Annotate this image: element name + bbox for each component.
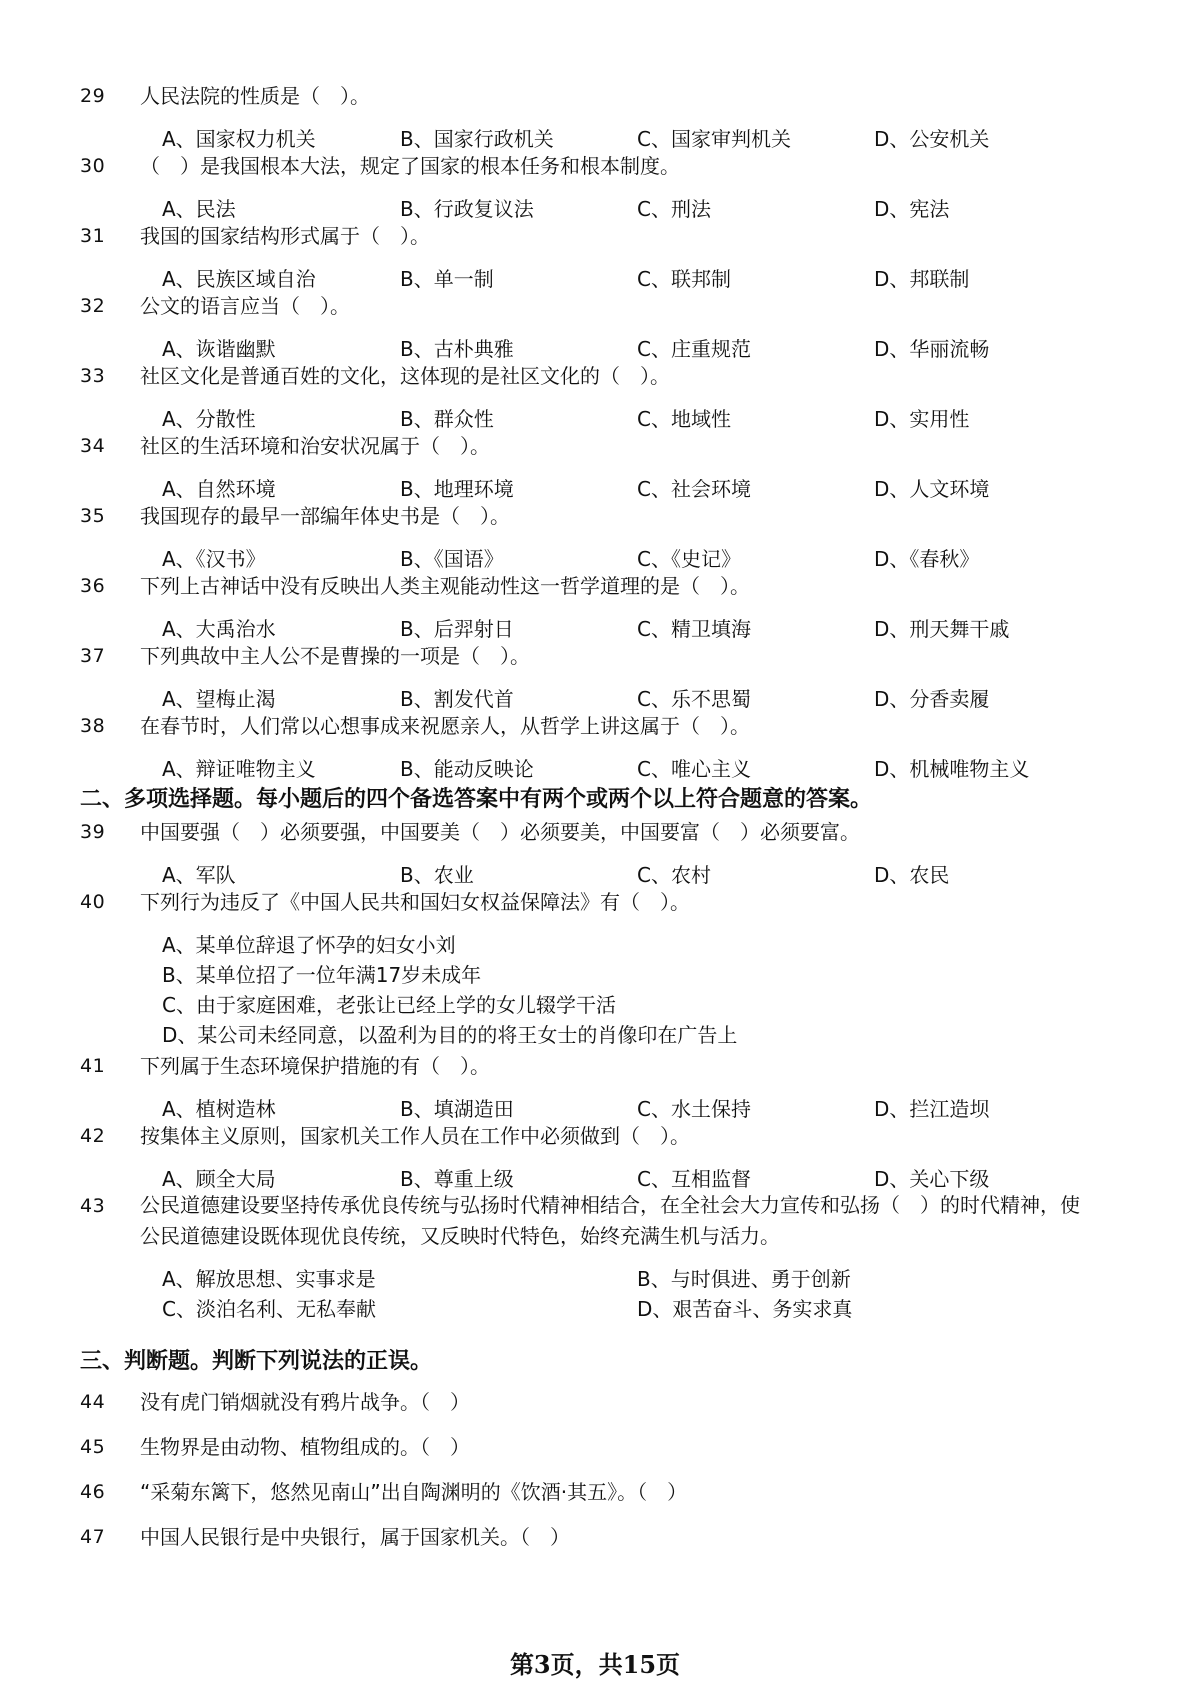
question-40 <box>0 886 1190 1050</box>
question-stem <box>0 500 1190 532</box>
option-d: D、人文环境 <box>874 477 990 501</box>
question-number: 37 <box>80 645 106 667</box>
question-47 <box>0 1521 1190 1553</box>
option-d: D、《春秋》 <box>874 547 980 571</box>
question-stem <box>0 80 1190 112</box>
option-c: C、水土保持 <box>637 1097 751 1121</box>
option-b: B、割发代首 <box>400 687 514 711</box>
question-34 <box>0 430 1190 504</box>
question-stem <box>0 1050 1190 1082</box>
option-c: C、地域性 <box>637 407 731 431</box>
question-number: 45 <box>80 1436 106 1458</box>
question-number: 30 <box>80 155 106 177</box>
option-a: A、顾全大局 <box>162 1167 276 1191</box>
option-d: D、实用性 <box>874 407 970 431</box>
question-32 <box>0 290 1190 364</box>
option-b: B、农业 <box>400 863 474 887</box>
question-text: 在春节时，人们常以心想事成来祝愿亲人，从哲学上讲这属于（ ）。 <box>140 714 750 738</box>
option-d: D、某公司未经同意，以盈利为目的的将王女士的肖像印在广告上 <box>162 1023 738 1047</box>
question-30 <box>0 150 1190 224</box>
option-d: D、公安机关 <box>874 127 990 151</box>
option-b: B、某单位招了一位年满17岁未成年 <box>162 963 482 987</box>
question-stem <box>0 1386 1190 1418</box>
option-b: B、填湖造田 <box>400 1097 514 1121</box>
question-33 <box>0 360 1190 434</box>
question-37 <box>0 640 1190 714</box>
question-number: 41 <box>80 1055 106 1077</box>
option-b: B、后羿射日 <box>400 617 514 641</box>
question-number: 43 <box>80 1195 106 1217</box>
option-c: C、农村 <box>637 863 711 887</box>
option-a: A、解放思想、实事求是 <box>162 1267 376 1291</box>
options-row <box>0 1264 1190 1294</box>
option-d: D、宪法 <box>874 197 950 221</box>
option-c: C、唯心主义 <box>637 757 751 781</box>
question-stem <box>0 220 1190 252</box>
question-text: 我国现存的最早一部编年体史书是（ ）。 <box>140 504 510 528</box>
option-a: A、望梅止渴 <box>162 687 276 711</box>
question-text: （ ）是我国根本大法，规定了国家的根本任务和根本制度。 <box>140 154 680 178</box>
question-number: 40 <box>80 891 106 913</box>
question-stem <box>0 1190 1190 1252</box>
question-number: 39 <box>80 821 106 843</box>
option-c: C、刑法 <box>637 197 711 221</box>
question-text: 公文的语言应当（ ）。 <box>140 294 350 318</box>
question-stem <box>0 1431 1190 1463</box>
option-d: D、艰苦奋斗、务实求真 <box>637 1297 853 1321</box>
question-stem <box>0 570 1190 602</box>
question-42 <box>0 1120 1190 1194</box>
question-stem <box>0 360 1190 392</box>
option-a: A、自然环境 <box>162 477 276 501</box>
option-c: C、淡泊名利、无私奉献 <box>162 1297 376 1321</box>
question-29 <box>0 80 1190 154</box>
section-heading-true-false: 三、判断题。判断下列说法的正误。 <box>80 1349 433 1374</box>
option-b: B、群众性 <box>400 407 494 431</box>
option-b: B、国家行政机关 <box>400 127 554 151</box>
option-a: A、辩证唯物主义 <box>162 757 316 781</box>
option-d: D、刑天舞干戚 <box>874 617 1010 641</box>
question-stem <box>0 816 1190 848</box>
option-d: D、农民 <box>874 863 950 887</box>
option-a: A、《汉书》 <box>162 547 266 571</box>
question-number: 34 <box>80 435 106 457</box>
option-d: D、拦江造坝 <box>874 1097 990 1121</box>
question-number: 29 <box>80 85 106 107</box>
question-44 <box>0 1386 1190 1418</box>
option-c: C、《史记》 <box>637 547 741 571</box>
question-number: 35 <box>80 505 106 527</box>
option-b: B、《国语》 <box>400 547 504 571</box>
option-d: D、分香卖履 <box>874 687 990 711</box>
option-a: A、植树造林 <box>162 1097 276 1121</box>
question-number: 36 <box>80 575 106 597</box>
question-number: 31 <box>80 225 106 247</box>
question-35 <box>0 500 1190 574</box>
question-stem <box>0 430 1190 462</box>
question-43 <box>0 1190 1190 1324</box>
options-row <box>0 754 1190 784</box>
question-text: “采菊东篱下，悠然见南山”出自陶渊明的《饮酒·其五》。（ ） <box>140 1480 688 1504</box>
question-number: 44 <box>80 1391 106 1413</box>
question-stem <box>0 1521 1190 1553</box>
option-d: D、机械唯物主义 <box>874 757 1030 781</box>
question-stem <box>0 1476 1190 1508</box>
option-a: A、诙谐幽默 <box>162 337 276 361</box>
options-list <box>0 930 1190 1050</box>
option-c: C、庄重规范 <box>637 337 751 361</box>
option-b: B、地理环境 <box>400 477 514 501</box>
option-d: D、关心下级 <box>874 1167 990 1191</box>
section-heading-multiple-choice: 二、多项选择题。每小题后的四个备选答案中有两个或两个以上符合题意的答案。 <box>80 787 873 812</box>
question-text: 中国人民银行是中央银行，属于国家机关。（ ） <box>140 1525 570 1549</box>
option-c: C、国家审判机关 <box>637 127 791 151</box>
option-a: A、分散性 <box>162 407 256 431</box>
question-36 <box>0 570 1190 644</box>
question-stem <box>0 886 1190 918</box>
option-b: B、能动反映论 <box>400 757 534 781</box>
option-d: D、邦联制 <box>874 267 970 291</box>
question-45 <box>0 1431 1190 1463</box>
question-number: 47 <box>80 1526 106 1548</box>
question-text: 没有虎门销烟就没有鸦片战争。（ ） <box>140 1390 470 1414</box>
page-footer: 第3页，共15页 <box>509 1650 681 1679</box>
question-text: 下列上古神话中没有反映出人类主观能动性这一哲学道理的是（ ）。 <box>140 574 750 598</box>
question-text: 社区的生活环境和治安状况属于（ ）。 <box>140 434 490 458</box>
option-c: C、互相监督 <box>637 1167 751 1191</box>
option-b: B、与时俱进、勇于创新 <box>637 1267 851 1291</box>
option-a: A、军队 <box>162 863 236 887</box>
question-text: 社区文化是普通百姓的文化，这体现的是社区文化的（ ）。 <box>140 364 670 388</box>
question-stem <box>0 150 1190 182</box>
option-a: A、国家权力机关 <box>162 127 316 151</box>
option-d: D、华丽流畅 <box>874 337 990 361</box>
option-a: A、民法 <box>162 197 236 221</box>
question-38 <box>0 710 1190 784</box>
question-stem <box>0 290 1190 322</box>
question-text: 下列典故中主人公不是曹操的一项是（ ）。 <box>140 644 530 668</box>
question-number: 46 <box>80 1481 106 1503</box>
question-text: 下列属于生态环境保护措施的有（ ）。 <box>140 1054 490 1078</box>
question-number: 38 <box>80 715 106 737</box>
option-b: B、古朴典雅 <box>400 337 514 361</box>
question-stem <box>0 1120 1190 1152</box>
question-text: 按集体主义原则，国家机关工作人员在工作中必须做到（ ）。 <box>140 1124 690 1148</box>
option-c: C、精卫填海 <box>637 617 751 641</box>
question-31 <box>0 220 1190 294</box>
question-text: 下列行为违反了《中国人民共和国妇女权益保障法》有（ ）。 <box>140 890 690 914</box>
question-number: 32 <box>80 295 106 317</box>
option-c: C、社会环境 <box>637 477 751 501</box>
option-c: C、乐不思蜀 <box>637 687 751 711</box>
question-number: 33 <box>80 365 106 387</box>
question-39 <box>0 816 1190 890</box>
question-41 <box>0 1050 1190 1124</box>
question-stem <box>0 710 1190 742</box>
question-46 <box>0 1476 1190 1508</box>
option-a: A、大禹治水 <box>162 617 276 641</box>
option-c: C、由于家庭困难，老张让已经上学的女儿辍学干活 <box>162 993 616 1017</box>
question-number: 42 <box>80 1125 106 1147</box>
option-c: C、联邦制 <box>637 267 731 291</box>
option-b: B、行政复议法 <box>400 197 534 221</box>
question-text: 中国要强（ ）必须要强，中国要美（ ）必须要美，中国要富（ ）必须要富。 <box>140 820 860 844</box>
question-text: 人民法院的性质是（ ）。 <box>140 84 370 108</box>
options-row <box>0 1294 1190 1324</box>
option-b: B、单一制 <box>400 267 494 291</box>
question-text: 生物界是由动物、植物组成的。（ ） <box>140 1435 470 1459</box>
option-a: A、某单位辞退了怀孕的妇女小刘 <box>162 933 456 957</box>
question-stem <box>0 640 1190 672</box>
question-text: 公民道德建设要坚持传承优良传统与弘扬时代精神相结合，在全社会大力宣传和弘扬（ ）的时代精神，使公民道德建设既体现优良传统，又反映时代特色，始终充满生机与活力。 <box>140 1193 1080 1248</box>
question-text: 我国的国家结构形式属于（ ）。 <box>140 224 430 248</box>
option-b: B、尊重上级 <box>400 1167 514 1191</box>
option-a: A、民族区域自治 <box>162 267 316 291</box>
